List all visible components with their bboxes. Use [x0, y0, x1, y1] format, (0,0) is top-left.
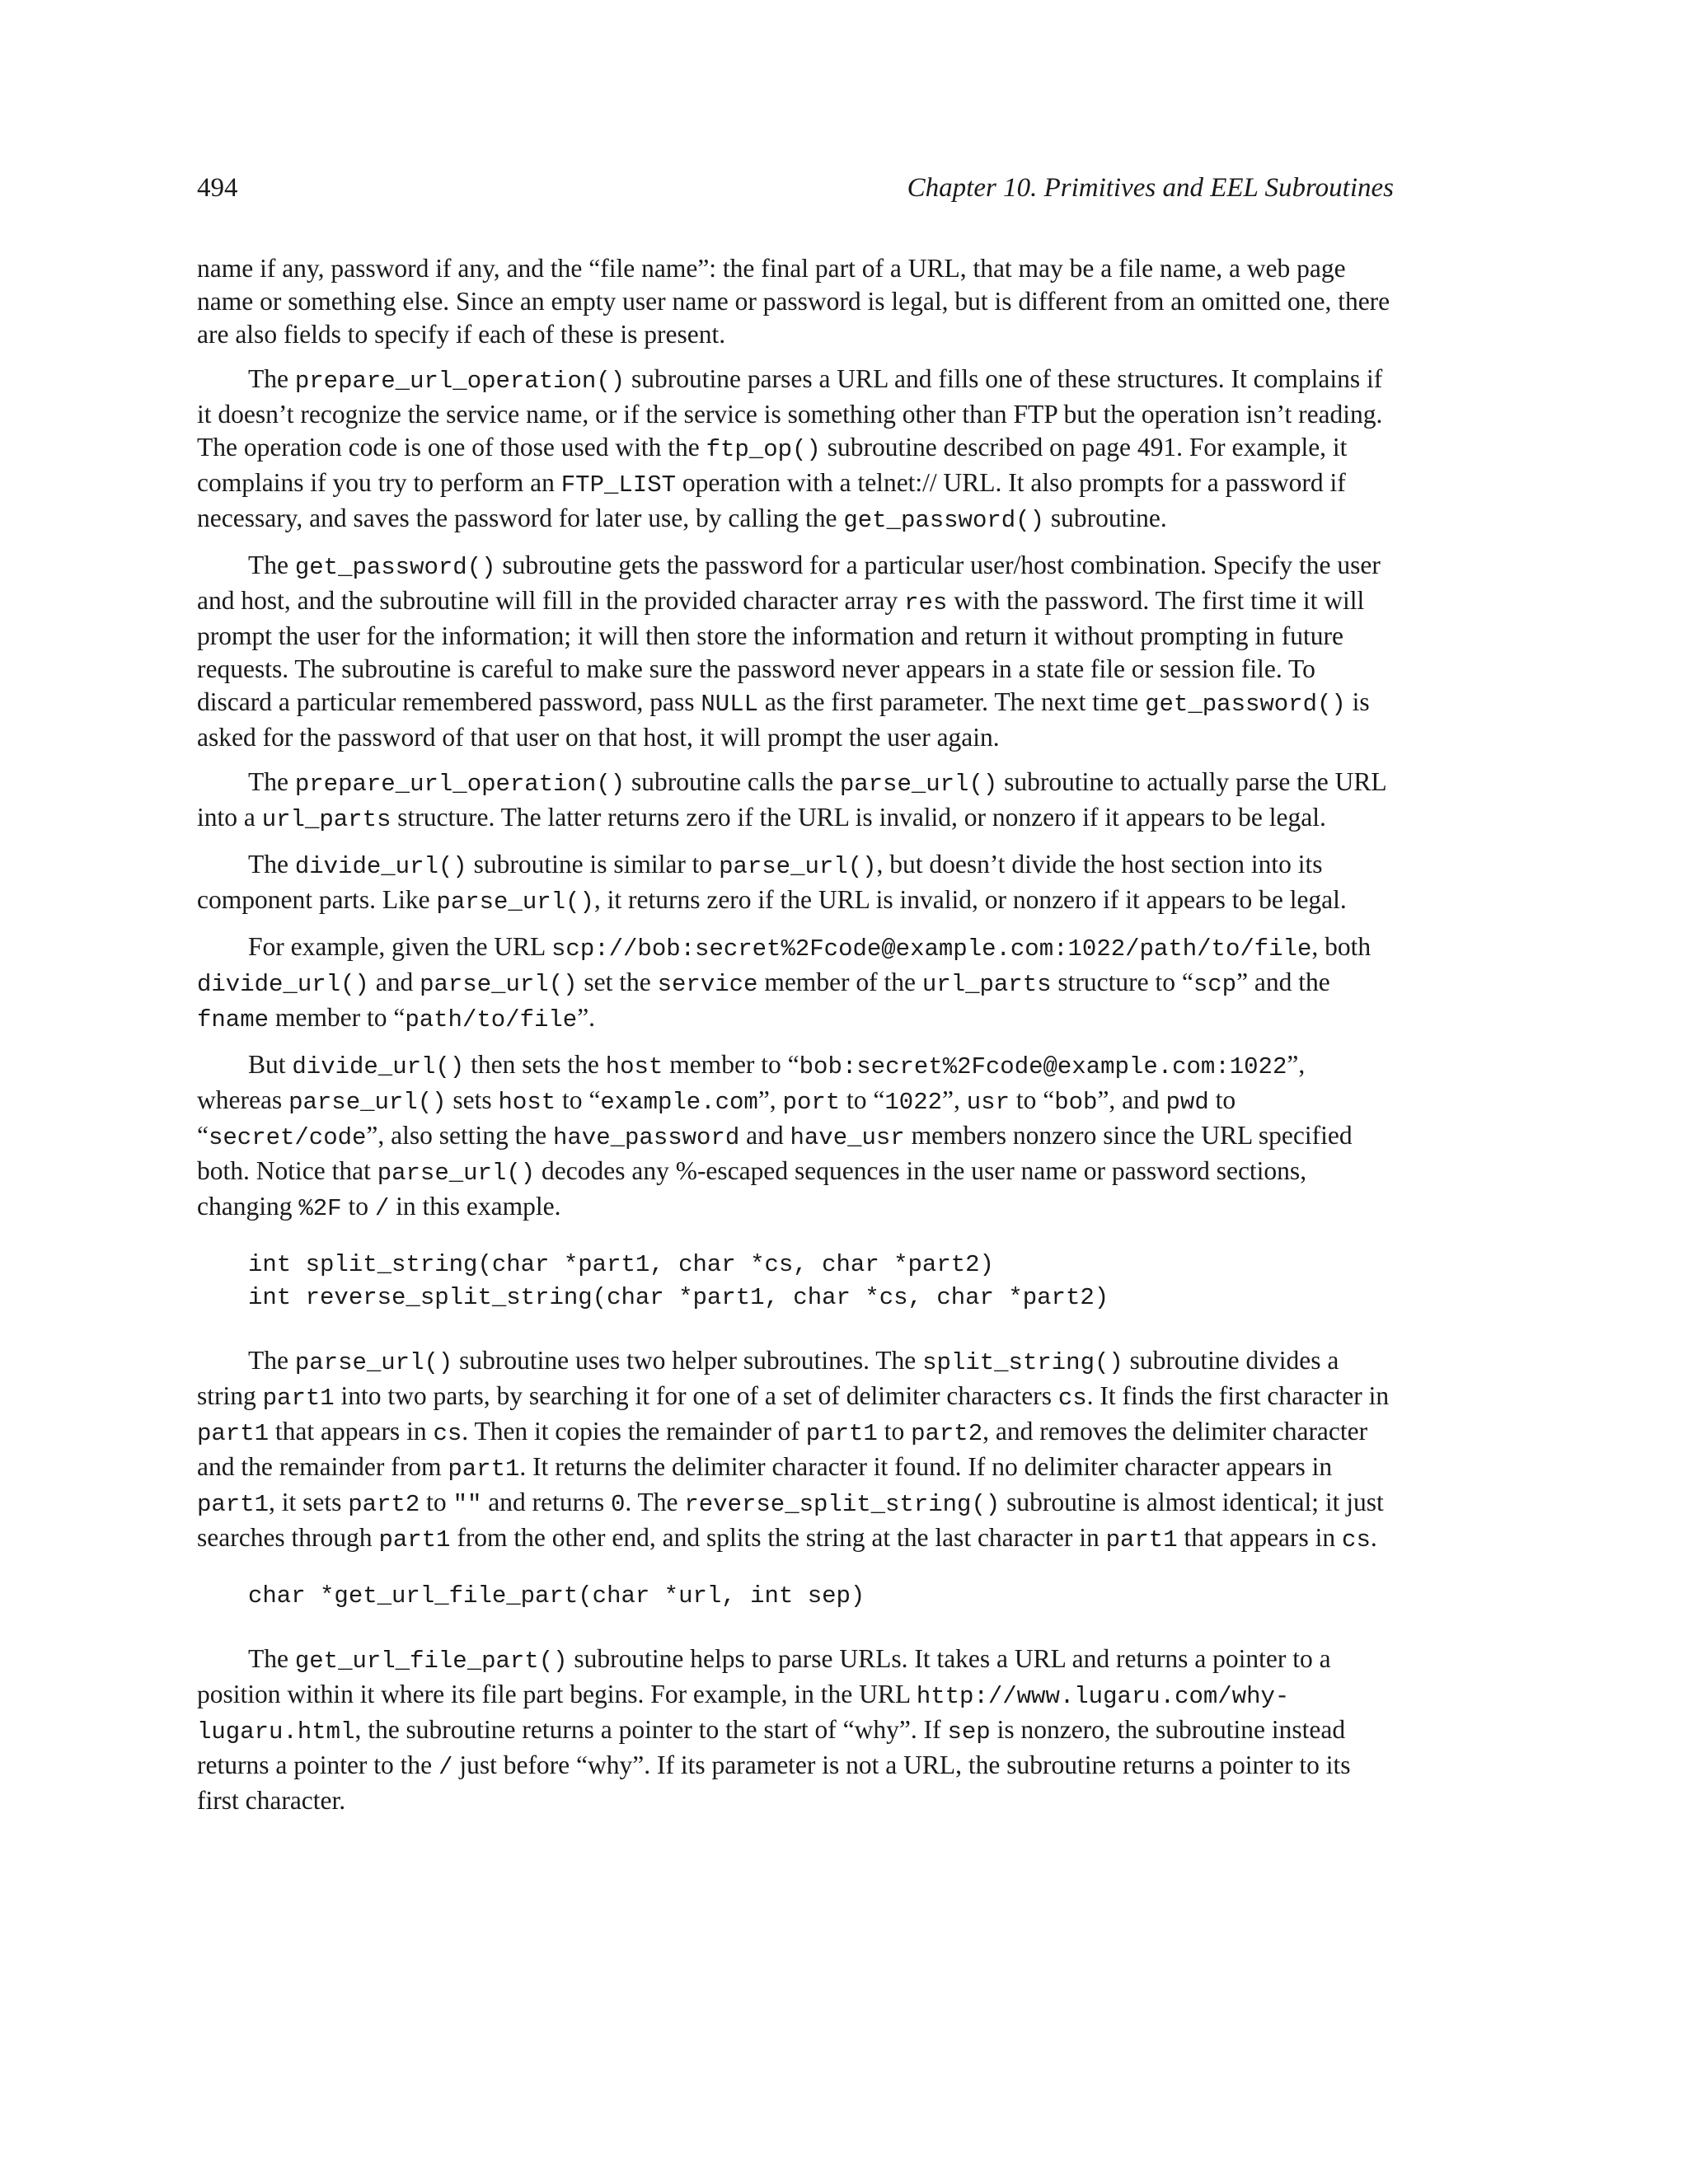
text-run: is asked for the password of that user on that host, it will prompt the user again. — [197, 687, 1370, 752]
code-run: cs — [433, 1420, 462, 1447]
code-run: pwd — [1165, 1089, 1209, 1116]
text-run: ”, — [757, 1085, 783, 1114]
text-run: with the password. The first time it will prompt the user for the information; it will then store the information and return it without prompting in future requests. The subroutine is careful to make sure the password never appears in a state file or session file. To discard a particular remembered password, pass — [197, 586, 1365, 716]
code-block-split-string — [248, 1249, 1394, 1315]
text-run: ”. — [577, 1003, 596, 1032]
paragraph-9 — [197, 1643, 1394, 1817]
text-run: ”, and — [1097, 1085, 1166, 1114]
code-run: %2F — [298, 1195, 342, 1222]
code-run: sep — [947, 1718, 991, 1746]
code-line: int split_string(char *part1, char *cs, char *part2) — [248, 1251, 994, 1278]
code-block-get-url-file-part — [248, 1580, 1394, 1613]
text-run: , both — [1311, 932, 1372, 961]
code-run: reverse_split_string() — [684, 1491, 1001, 1518]
code-run: url_parts — [921, 971, 1052, 998]
text-run: . It finds the first character in — [1086, 1381, 1390, 1410]
code-run: example.com — [600, 1089, 758, 1116]
text-run: subroutine calls the — [625, 767, 840, 796]
code-run: prepare_url_operation() — [294, 771, 626, 798]
code-run: http://www.lugaru.com/why-lugaru.html — [197, 1683, 1290, 1746]
text-run: and — [368, 968, 420, 996]
text-run: to “ — [1009, 1085, 1055, 1114]
code-run: have_usr — [790, 1124, 905, 1151]
text-run: and returns — [481, 1488, 611, 1516]
text-run: into two parts, by searching it for one of a set of delimiter characters — [334, 1381, 1058, 1410]
code-run: part1 — [378, 1526, 451, 1554]
text-run: The — [248, 1346, 295, 1375]
text-run: , and removes the delimiter character and the remainder from — [197, 1417, 1368, 1481]
paragraph-7 — [197, 1048, 1394, 1226]
text-run: set the — [577, 968, 658, 996]
text-run: from the other end, and splits the string at the last character in — [450, 1523, 1106, 1552]
text-run: subroutine to actually parse the URL into a — [197, 767, 1386, 832]
code-run: part1 — [197, 1491, 270, 1518]
code-run: cs — [1342, 1526, 1371, 1554]
text-run: member to “ — [663, 1050, 799, 1079]
code-run: res — [904, 589, 948, 616]
text-run: . It returns the delimiter character it found. If no delimiter character appears in — [519, 1452, 1333, 1481]
code-run: divide_url() — [294, 853, 467, 880]
code-run: parse_url() — [294, 1349, 453, 1376]
code-run: scp — [1193, 971, 1237, 998]
text-run: member to “ — [269, 1003, 406, 1032]
code-run: part1 — [1105, 1526, 1178, 1554]
text-run: The — [248, 1644, 295, 1673]
text-run: decodes any %-escaped sequences in the user name or password sections, changing — [197, 1156, 1307, 1221]
code-run: divide_url() — [197, 971, 369, 998]
code-run: parse_url() — [719, 853, 877, 880]
code-run: part1 — [805, 1420, 878, 1447]
code-run: NULL — [701, 691, 759, 718]
code-run: get_url_file_part() — [294, 1647, 568, 1675]
text-run: to “ — [197, 1085, 1236, 1150]
text-run: that appears in — [269, 1417, 434, 1446]
code-run: 0 — [610, 1491, 626, 1518]
text-run: subroutine described on page 491. For example, it complains if you try to perform an — [197, 433, 1348, 497]
code-line: char *get_url_file_part(char *url, int sep) — [248, 1582, 865, 1610]
text-run: The — [248, 850, 295, 879]
code-run: parse_url() — [288, 1089, 447, 1116]
text-run: , it returns zero if the URL is invalid, or nonzero if it appears to be legal. — [593, 885, 1347, 914]
text-run: , but doesn’t divide the host section into its component parts. Like — [197, 850, 1323, 914]
code-run: part2 — [911, 1420, 983, 1447]
text-run: that appears in — [1177, 1523, 1343, 1552]
code-run: service — [657, 971, 758, 998]
text-run: The — [248, 364, 295, 393]
code-run: parse_url() — [839, 771, 998, 798]
text-run: The — [248, 767, 295, 796]
text-run: But — [248, 1050, 293, 1079]
text-run: subroutine gets the password for a particular user/host combination. Specify the user and host, and the subroutine will fill in the provided character array — [197, 551, 1381, 615]
text-run: ” and the — [1236, 968, 1330, 996]
text-run: to — [341, 1192, 375, 1221]
paragraph-4 — [197, 766, 1394, 837]
text-run: ”, — [942, 1085, 967, 1114]
text-run: subroutine parses a URL and fills one of these structures. It complains if it doesn’t recognize the service name, or if the service is something other than FTP but the operation isn’t reading. The operation code is one of those used with the — [197, 364, 1383, 462]
code-run: divide_url() — [292, 1053, 465, 1080]
code-run: parse_url() — [436, 888, 594, 916]
text-run: structure to “ — [1051, 968, 1193, 996]
text-run: ”, also setting the — [366, 1121, 553, 1150]
text-run: subroutine helps to parse URLs. It takes a URL and returns a pointer to a position within it where its file part begins. For example, in the URL — [197, 1644, 1331, 1708]
code-run: part2 — [348, 1491, 420, 1518]
text-run: subroutine is almost identical; it just searches through — [197, 1488, 1384, 1552]
text-run: structure. The latter returns zero if the URL is invalid, or nonzero if it appears to be legal. — [391, 803, 1326, 832]
text-run: . Then it copies the remainder of — [462, 1417, 806, 1446]
code-run: port — [782, 1089, 841, 1116]
text-run: subroutine. — [1043, 504, 1167, 532]
text-run: to “ — [840, 1085, 885, 1114]
code-run: bob — [1054, 1089, 1098, 1116]
page-body — [197, 252, 1394, 1817]
paragraph-3 — [197, 549, 1394, 754]
text-run: in this example. — [389, 1192, 561, 1221]
running-header — [197, 165, 1394, 211]
text-run: is nonzero, the subroutine instead returns a pointer to the — [197, 1715, 1346, 1779]
text-run: member of the — [757, 968, 922, 996]
code-run: / — [374, 1195, 390, 1222]
text-run: The — [248, 551, 295, 579]
text-run: to — [420, 1488, 453, 1516]
text-run: . The — [625, 1488, 685, 1516]
text-run: subroutine divides a string — [197, 1346, 1339, 1410]
code-run: ftp_op() — [706, 436, 821, 463]
text-run: to “ — [556, 1085, 601, 1114]
code-run: fname — [197, 1006, 270, 1033]
code-run: get_password() — [294, 554, 496, 581]
code-run: / — [438, 1754, 453, 1781]
text-run: subroutine uses two helper subroutines. The — [452, 1346, 923, 1375]
code-run: parse_url() — [377, 1160, 536, 1187]
page-number: 494 — [197, 173, 238, 203]
code-run: host — [498, 1089, 556, 1116]
text-run: just before “why”. If its parameter is not a URL, the subroutine returns a pointer to its first character. — [197, 1750, 1351, 1815]
text-run: and — [739, 1121, 790, 1150]
text-run: . — [1370, 1523, 1377, 1552]
text-run: subroutine is similar to — [467, 850, 720, 879]
text-run: sets — [446, 1085, 499, 1114]
code-run: part1 — [262, 1385, 335, 1412]
paragraph-1 — [197, 252, 1394, 351]
code-run: path/to/file — [405, 1006, 578, 1033]
code-run: host — [605, 1053, 663, 1080]
text-run: members nonzero since the URL specified both. Notice that — [197, 1121, 1353, 1185]
text-run: then sets the — [464, 1050, 606, 1079]
document-page — [197, 165, 1394, 1829]
chapter-title: Chapter 10. Primitives and EEL Subroutines — [907, 173, 1394, 203]
text-run: , it sets — [269, 1488, 349, 1516]
code-run: part1 — [197, 1420, 270, 1447]
code-run: have_password — [553, 1124, 740, 1151]
code-run: secret/code — [208, 1124, 367, 1151]
code-run: get_password() — [843, 507, 1044, 534]
text-run: ”, whereas — [197, 1050, 1306, 1114]
code-run: prepare_url_operation() — [294, 368, 626, 395]
paragraph-6 — [197, 930, 1394, 1037]
code-run: bob:secret%2Fcode@example.com:1022 — [799, 1053, 1287, 1080]
code-run: usr — [966, 1089, 1010, 1116]
paragraph-5 — [197, 848, 1394, 919]
code-run: url_parts — [261, 806, 392, 833]
code-run: "" — [452, 1491, 482, 1518]
code-run: parse_url() — [420, 971, 578, 998]
code-run: get_password() — [1145, 691, 1346, 718]
paragraph-2 — [197, 363, 1394, 537]
text-run: For example, given the URL — [248, 932, 552, 961]
text-run: name if any, password if any, and the “file name”: the final part of a URL, that may be a file name, a web page name or something else. Since an empty user name or password is legal, but is different from an omitted one, there are also fields to specify if each of these is present. — [197, 254, 1390, 349]
code-run: 1022 — [884, 1089, 943, 1116]
code-run: scp://bob:secret%2Fcode@example.com:1022/path/to/file — [551, 935, 1312, 963]
code-run: cs — [1057, 1385, 1087, 1412]
code-run: split_string() — [922, 1349, 1123, 1376]
text-run: as the first parameter. The next time — [758, 687, 1146, 716]
text-run: operation with a telnet:// URL. It also prompts for a password if necessary, and saves the password for later use, by calling the — [197, 468, 1346, 532]
code-line: int reverse_split_string(char *part1, char *cs, char *part2) — [248, 1284, 1109, 1311]
code-run: FTP_LIST — [560, 471, 677, 499]
paragraph-8 — [197, 1344, 1394, 1557]
code-run: part1 — [448, 1455, 520, 1483]
text-run: , the subroutine returns a pointer to the start of “why”. If — [354, 1715, 948, 1744]
text-run: to — [877, 1417, 912, 1446]
